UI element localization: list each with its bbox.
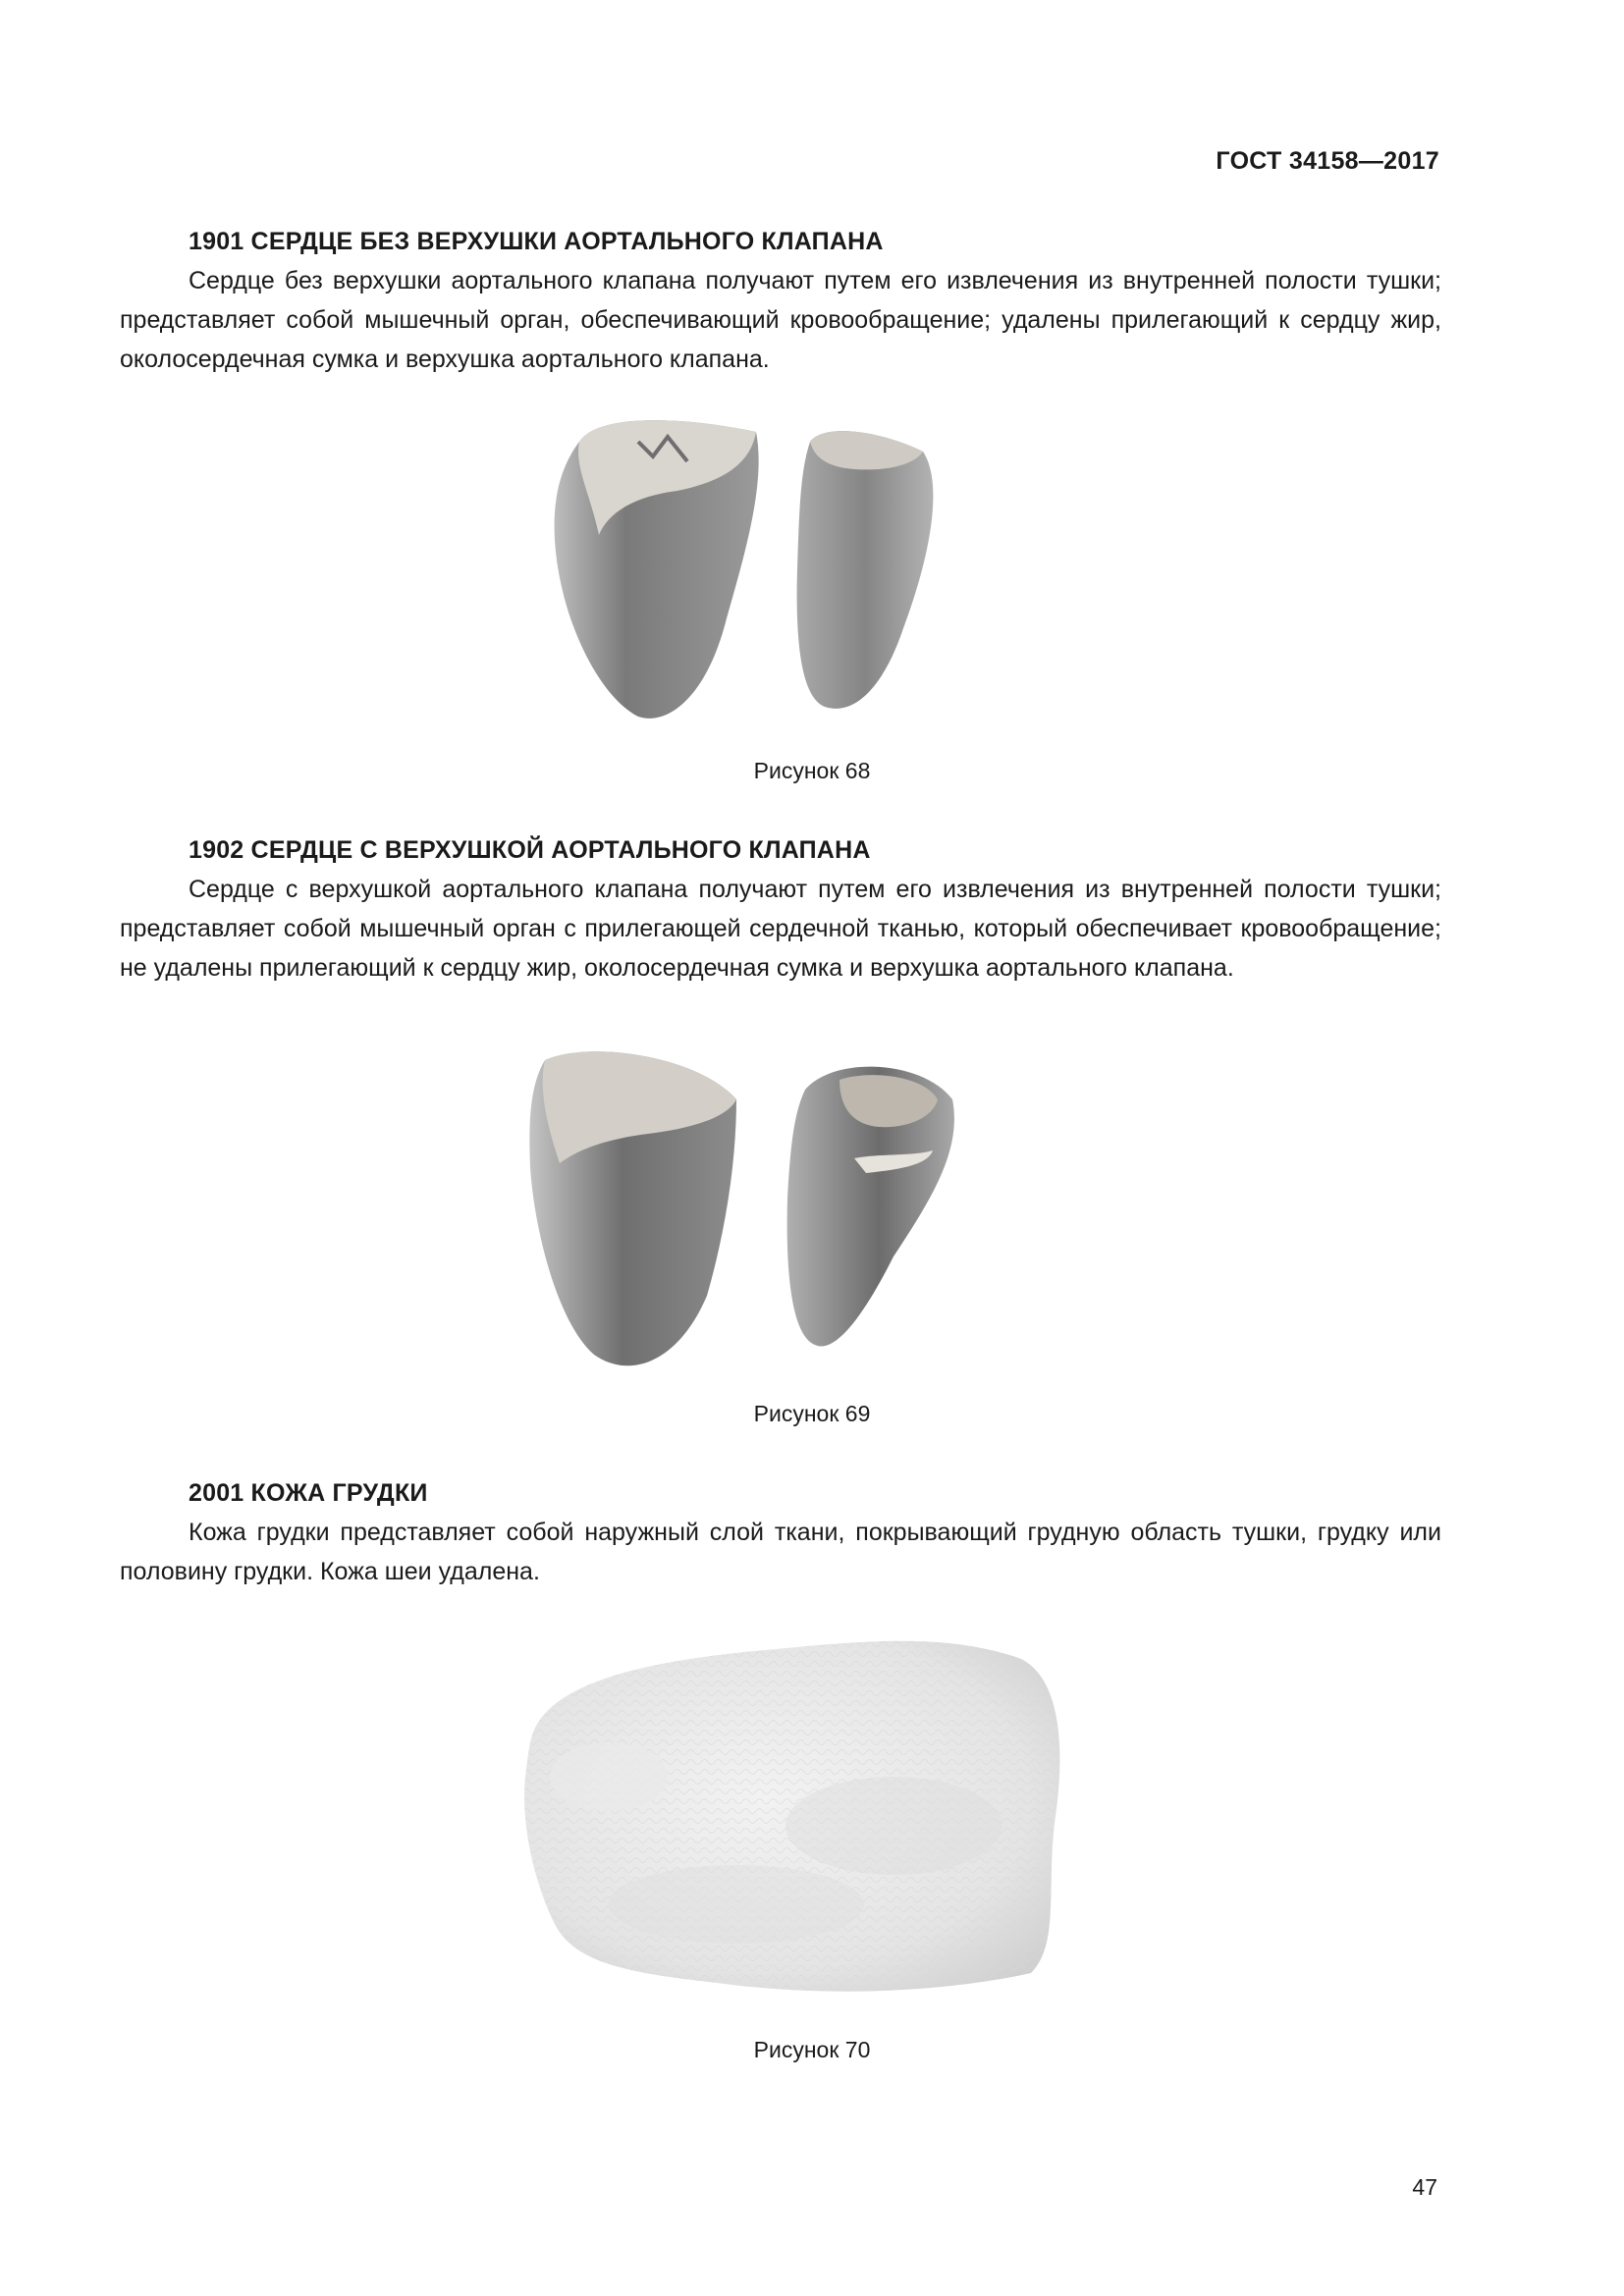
section-2001 xyxy=(120,1473,1441,1591)
section-1901 xyxy=(120,222,1441,379)
figure-68-caption: Рисунок 68 xyxy=(753,758,871,783)
figure-70-photo xyxy=(481,1629,1090,2002)
section-1902 xyxy=(120,830,1441,988)
document-code: ГОСТ 34158—2017 xyxy=(1216,147,1439,175)
heart-right xyxy=(797,431,934,709)
section-body: Сердце без верхушки аортального клапана получают путем его извлечения из внутренней полости тушки; представляет собой мышечный орган, обеспечивающий кровообращение; удалены прилегающий к сердцу жир, околосердечная сумка и верхушка аортального клапана. xyxy=(120,267,1441,373)
section-heading: 2001 КОЖА ГРУДКИ xyxy=(189,1479,428,1507)
section-body: Кожа грудки представляет собой наружный слой ткани, покрывающий грудную область тушки, грудку или половину грудки. Кожа шеи удалена. xyxy=(120,1519,1441,1585)
section-heading: 1901 СЕРДЦЕ БЕЗ ВЕРХУШКИ АОРТАЛЬНОГО КЛАПАНА xyxy=(189,228,884,255)
figure-69-photo xyxy=(501,1041,1070,1394)
figure-70-caption: Рисунок 70 xyxy=(753,2037,871,2062)
figure-68-photo xyxy=(530,402,1041,736)
section-heading: 1902 СЕРДЦЕ С ВЕРХУШКОЙ АОРТАЛЬНОГО КЛАПАНА xyxy=(189,836,871,864)
page-number: 47 xyxy=(1412,2174,1437,2200)
section-body: Сердце с верхушкой аортального клапана получают путем его извлечения из внутренней полости тушки; представляет собой мышечный орган с прилегающей сердечной тканью, который обеспечивает кровообращение; не удалены прилегающий к сердцу жир, околосердечная сумка и верхушка аортального клапана. xyxy=(120,876,1441,982)
figure-69-caption: Рисунок 69 xyxy=(753,1401,871,1426)
